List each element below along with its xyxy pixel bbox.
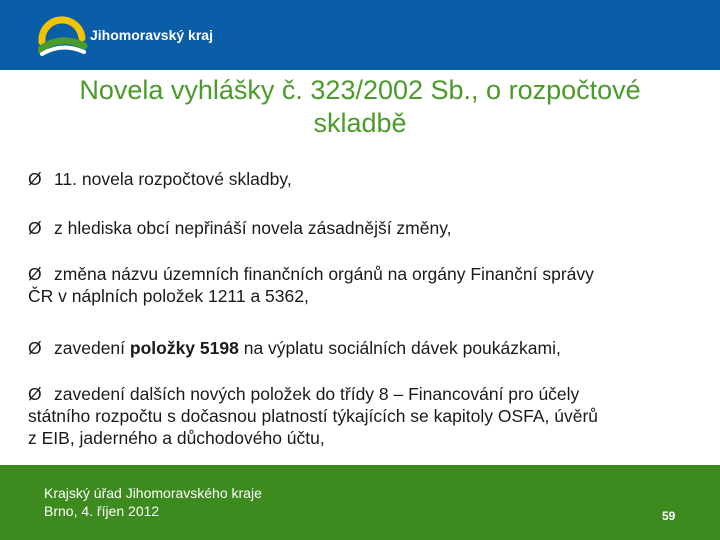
bullet-item-1 — [28, 168, 698, 190]
bullet-item-4 — [28, 337, 698, 359]
bullet-text: zavedení dalších nových položek do třídy 8 – Financování pro účely — [54, 384, 580, 404]
arrow-bullet-icon: Ø — [28, 169, 42, 189]
footer-text — [44, 484, 262, 520]
slide-title-line-2: skladbě — [313, 108, 407, 138]
bullet-text: 11. novela rozpočtové skladby, — [54, 169, 292, 189]
footer-bar — [0, 465, 720, 540]
arrow-bullet-icon: Ø — [28, 384, 42, 404]
bullet-text-continued: ČR v náplních položek 1211 a 5362, — [28, 286, 309, 306]
bullet-text: změna názvu územních finančních orgánů na orgány Finanční správy — [54, 264, 594, 284]
slide-title — [20, 74, 700, 140]
arrow-bullet-icon: Ø — [28, 338, 42, 358]
footer-date: Brno, 4. říjen 2012 — [44, 503, 160, 519]
arrow-bullet-icon: Ø — [28, 264, 42, 284]
page-number: 59 — [662, 509, 676, 523]
bullet-list — [28, 168, 698, 473]
bullet-text-continued: z EIB, jaderného a důchodového účtu, — [28, 428, 325, 448]
footer-organization: Krajský úřad Jihomoravského kraje — [44, 485, 262, 501]
jihomoravsky-kraj-logo-icon — [38, 16, 88, 56]
bullet-text-bold: položky 5198 — [129, 338, 239, 358]
bullet-item-5 — [28, 383, 698, 449]
bullet-item-2 — [28, 217, 698, 239]
bullet-text: na výplatu sociálních dávek poukázkami, — [238, 338, 561, 358]
bullet-text: zavedení — [54, 338, 130, 358]
bullet-text: z hlediska obcí nepřináší novela zásadnější změny, — [54, 218, 452, 238]
slide-title-line-1: Novela vyhlášky č. 323/2002 Sb., o rozpočtové — [79, 75, 641, 105]
bullet-item-3 — [28, 263, 698, 307]
arrow-bullet-icon: Ø — [28, 218, 42, 238]
header-bar — [0, 0, 720, 70]
brand-name: Jihomoravský kraj — [90, 27, 213, 43]
bullet-text-continued: státního rozpočtu s dočasnou platností týkajících se kapitoly OSFA, úvěrů — [28, 406, 599, 426]
